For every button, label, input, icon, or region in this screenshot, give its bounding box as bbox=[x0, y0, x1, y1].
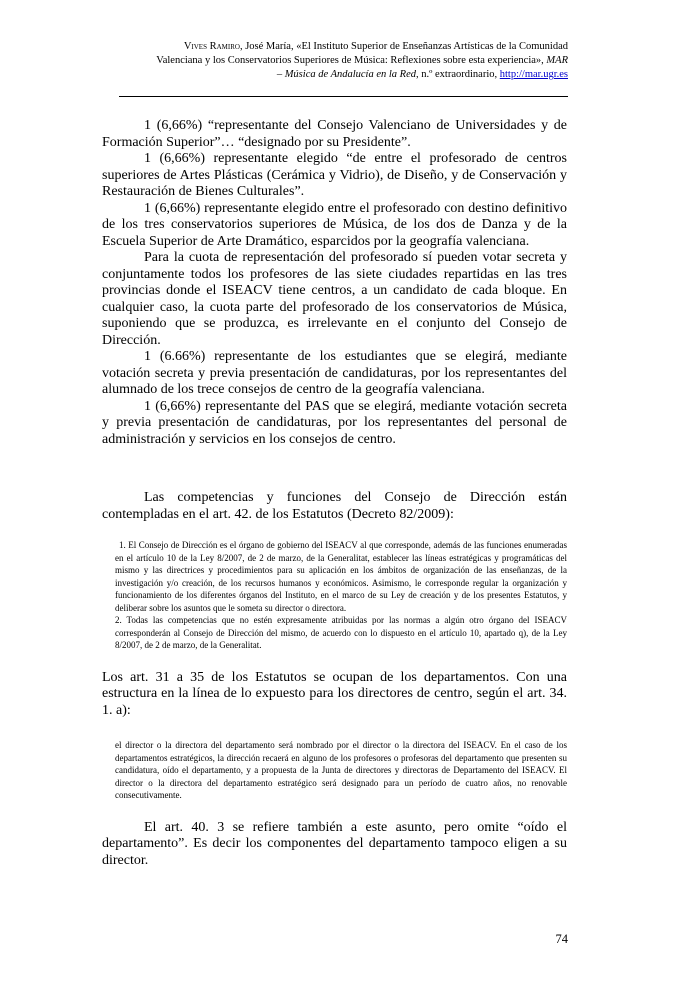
paragraph: 1 (6,66%) “representante del Consejo Valenciano de Universidades y de Formación Superior”… “designado por su Presidente”. bbox=[102, 118, 567, 150]
header-url-link[interactable]: http://mar.ugr.es bbox=[499, 69, 568, 80]
paragraph: Para la cuota de representación del profesorado sí pueden votar secreta y conjuntamente todos los profesores de las siete ciudades repartidas en las tres provincias donde el ISEACV tiene centros, a un candidato de cada bloque. En cualquier caso, la cuota parte del profesorado de los conservatorios de Música, suponiendo que se produzca, es irrelevante en el conjunto del Consejo de Dirección. bbox=[102, 250, 567, 348]
header-line2: Valenciana y los Conservatorios Superiores de Música: Reflexiones sobre esta experiencia», bbox=[156, 55, 547, 66]
header-journal-abbr: MAR bbox=[546, 55, 568, 66]
block-quote-estatutos-art34 bbox=[115, 739, 567, 802]
header-issue: , n.º extraordinario, bbox=[416, 69, 500, 80]
header-line1: , José María, «El Instituto Superior de Enseñanzas Artísticas de la Comunidad bbox=[239, 41, 568, 52]
header-dash: – bbox=[276, 69, 285, 80]
quote-paragraph: el director o la directora del departamento será nombrado por el director o la directora del ISEACV. En el caso de los departamentos estratégicos, la dirección recaerá en alguno de los profesores o profesoras del departamento que presenten su candidatura, oído el departamento, y a propuesta de la Junta de directores y directoras de Departamento del ISEACV. El director o la directora del departamento estratégico será designado para un período de cuatro años, no renovable consecutivamente. bbox=[115, 740, 567, 800]
header-author: Vives Ramiro bbox=[183, 41, 240, 52]
paragraph: Los art. 31 a 35 de los Estatutos se ocupan de los departamentos. Con una estructura en la línea de lo expuesto para los directores de centro, según el art. 34. 1. a): bbox=[102, 669, 567, 718]
paragraph: El art. 40. 3 se refiere también a este asunto, pero omite “oído el departamento”. Es decir los componentes del departamento tampoco eligen a su director. bbox=[102, 819, 567, 868]
paragraph: 1 (6,66%) representante elegido “de entre el profesorado de centros superiores de Artes Plásticas (Cerámica y Vidrio), de Diseño, y de Conservación y Restauración de Bienes Culturales”. bbox=[102, 151, 567, 199]
paragraph: 1 (6,66%) representante del PAS que se elegirá, mediante votación secreta y previa presentación de candidaturas, por los representantes del personal de administración y servicios en los consejos de centro. bbox=[102, 398, 567, 447]
header-journal-full: Música de Andalucía en la Red bbox=[284, 69, 417, 80]
running-header bbox=[98, 40, 568, 82]
header-divider bbox=[119, 96, 568, 97]
paragraph: 1 (6,66%) representante elegido entre el profesorado con destino definitivo de los tres conservatorios superiores de Música, de los dos de Danza y de la Escuela Superior de Arte Dramático, esparcidos por la geografía valenciana. bbox=[102, 200, 567, 249]
quote-paragraph: 1. El Consejo de Dirección es el órgano de gobierno del ISEACV al que corresponde, además de las funciones enumeradas en el artículo 10 de la Ley 8/2007, de 2 de marzo, de la Generalitat, establecer las líneas estratégicas y programáticas del mismo y las directrices y procedimientos para su aplicación en los ámbitos de organización de las enseñanzas, de la investigación y/o creación, de los recursos humanos y económicos. Asimismo, le corresponde regular la organización y funcionamiento de los diferentes órganos del Instituto, en el marco de su Ley de creación y de los presentes Estatutos, y deliberar sobre los asuntos que le someta su director o directora. bbox=[115, 540, 567, 613]
page-number: 74 bbox=[555, 932, 568, 946]
block-quote-estatutos-art42 bbox=[115, 539, 567, 652]
body-text bbox=[102, 118, 567, 869]
quote-paragraph: 2. Todas las competencias que no estén expresamente atribuidas por las normas a algún otro órgano del ISEACV corresponderán al Consejo de Dirección del mismo, de acuerdo con lo dispuesto en el artículo 10, apartado q), de la Ley 8/2007, de 2 de marzo, de la Generalitat. bbox=[115, 615, 567, 650]
paragraph: Las competencias y funciones del Consejo de Dirección están contempladas en el art. 42. de los Estatutos (Decreto 82/2009): bbox=[102, 490, 567, 522]
paragraph: 1 (6.66%) representante de los estudiantes que se elegirá, mediante votación secreta y previa presentación de candidaturas, por los representantes del alumnado de los trece consejos de centro de la geografía valenciana. bbox=[102, 349, 567, 397]
